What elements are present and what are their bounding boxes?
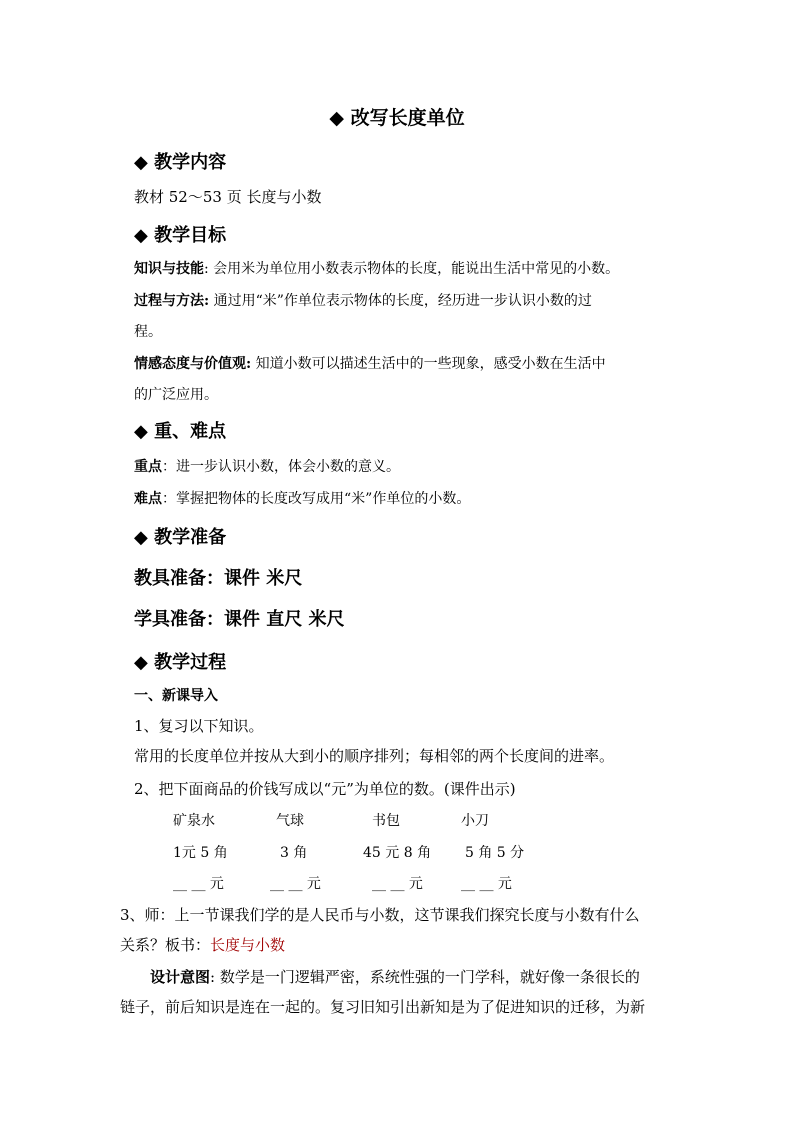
goal-process-cont: 程。: [134, 324, 162, 340]
heading-teaching-prep: ◆ 教学准备: [134, 527, 227, 548]
heading-teaching-process: ◆ 教学过程: [134, 652, 227, 673]
goal-emotion-text: 知道小数可以描述生活中的一些现象，感受小数在生活中: [251, 356, 606, 372]
goods-price: 1元 5 角: [173, 845, 228, 861]
goods-name: 书包: [372, 813, 400, 829]
hard-point: [134, 488, 470, 508]
student-prep: 学具准备：课件 直尺 米尺: [134, 609, 345, 630]
answer-blank: __ __ 元: [270, 876, 321, 892]
document-title: ◆ 改写长度单位: [329, 107, 465, 129]
goal-emotion: [134, 353, 606, 373]
goods-name: 气球: [276, 813, 304, 829]
goal-knowledge-label: 知识与技能: [134, 261, 204, 277]
answer-blank: __ __ 元: [173, 876, 224, 892]
hard-point-text: ：掌握把物体的长度改写成用“米”作单位的小数。: [162, 491, 471, 507]
answer-blank: __ __ 元: [372, 876, 423, 892]
goods-name: 小刀: [461, 813, 489, 829]
design-intent-line2: 链子，前后知识是连在一起的。复习旧知引出新知是为了促进知识的迁移，为新: [120, 998, 646, 1016]
goods-price: 5 角 5 分: [465, 845, 525, 861]
goal-emotion-cont: 的广泛应用。: [134, 387, 218, 403]
key-point-text: ：进一步认识小数，体会小数的意义。: [162, 459, 400, 475]
process-item-1-detail: 常用的长度单位并按从大到小的顺序排列；每相邻的两个长度间的进率。: [134, 747, 615, 765]
heading-key-points: ◆ 重、难点: [134, 421, 227, 442]
design-intent-line1: [150, 966, 640, 987]
heading-teaching-content: ◆ 教学内容: [134, 152, 227, 173]
answer-blank: __ __ 元: [461, 876, 512, 892]
design-intent-label: 设计意图: [150, 968, 211, 986]
goods-name: 矿泉水: [173, 813, 215, 829]
board-prefix: 关系？板书：: [120, 936, 211, 954]
teacher-prep: 教具准备：课件 米尺: [134, 568, 303, 589]
process-item-3-line1: 3、师：上一节课我们学的是人民币与小数，这节课我们探究长度与小数有什么: [120, 906, 640, 924]
goal-emotion-label: 情感态度与价值观:: [134, 356, 252, 372]
heading-teaching-goals: ◆ 教学目标: [134, 225, 227, 246]
goal-process-label: 过程与方法:: [134, 293, 210, 309]
teaching-content-text: 教材 52～53 页 长度与小数: [134, 188, 322, 206]
process-item-3-line2: [120, 934, 285, 955]
goal-knowledge-text: : 会用米为单位用小数表示物体的长度，能说出生活中常见的小数。: [204, 261, 620, 277]
process-item-1: 1、复习以下知识。: [134, 717, 264, 735]
goal-process: [134, 290, 592, 310]
key-point: [134, 456, 400, 476]
board-writing: 长度与小数: [210, 936, 286, 954]
sub-heading-intro: 一、新课导入: [134, 688, 218, 704]
goal-process-text: 通过用“米”作单位表示物体的长度，经历进一步认识小数的过: [209, 293, 592, 309]
goods-price: 45 元 8 角: [363, 845, 432, 861]
key-point-label: 重点: [134, 459, 162, 475]
hard-point-label: 难点: [134, 491, 162, 507]
goods-price: 3 角: [280, 845, 308, 861]
process-item-2: 2、把下面商品的价钱写成以“元”为单位的数。(课件出示): [134, 780, 516, 798]
goal-knowledge: [134, 258, 619, 278]
design-intent-text: : 数学是一门逻辑严密，系统性强的一门学科，就好像一条很长的: [210, 968, 640, 986]
